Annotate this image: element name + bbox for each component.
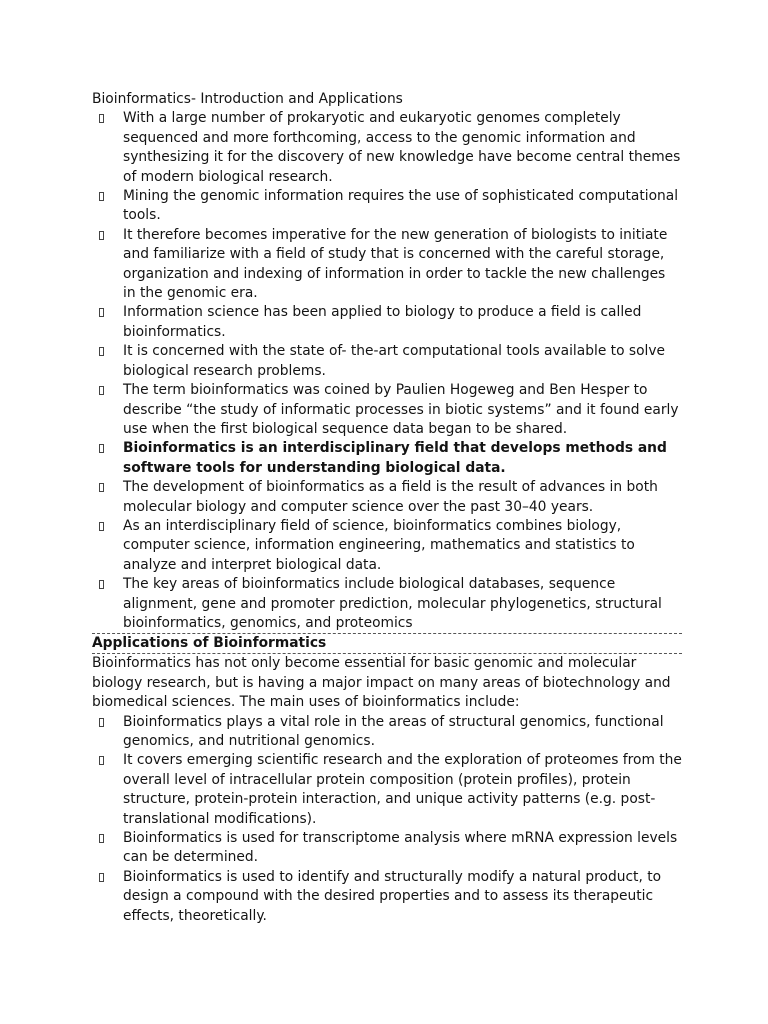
bullet-icon <box>99 580 104 589</box>
bullet-icon <box>99 483 104 492</box>
list-item <box>92 478 682 517</box>
list-item <box>92 381 682 439</box>
list-item <box>92 868 682 926</box>
list-item-text: It is concerned with the state of- the-art computational tools available to solve biological research problems. <box>123 343 666 379</box>
list-item-text: Bioinformatics is used for transcriptome analysis where mRNA expression levels can be determined. <box>123 830 678 866</box>
list-item-text: It therefore becomes imperative for the new generation of biologists to initiate and familiarize with a field of study that is concerned with the careful storage, organization and indexing of information in order to tackle the new challenges in the genomic era. <box>123 226 668 302</box>
list-item-bold <box>92 439 682 478</box>
list-item-text: With a large number of prokaryotic and eukaryotic genomes completely sequenced and more forthcoming, access to the genomic information and synthesizing it for the discovery of new knowledge have become central themes of modern biological research. <box>123 110 681 185</box>
list-item <box>92 109 682 187</box>
list-item-text: Information science has been applied to biology to produce a field is called bioinformatics. <box>123 304 642 340</box>
bullet-icon <box>99 522 104 531</box>
list-item-text: It covers emerging scientific research and the exploration of proteomes from the overall level of intracellular protein composition (protein profiles), protein structure, protein-protein interaction, and unique activity patterns (e.g. post-translational modifications). <box>123 752 682 827</box>
list-item-text: As an interdisciplinary field of science, bioinformatics combines biology, computer science, information engineering, mathematics and statistics to analyze and interpret biological data. <box>123 517 635 573</box>
list-item <box>92 829 682 868</box>
document-page <box>92 90 682 926</box>
list-item <box>92 751 682 829</box>
list-item-text: Bioinformatics is used to identify and structurally modify a natural product, to design a compound with the desired properties and to assess its therapeutic effects, theoretically. <box>123 868 662 924</box>
bullet-icon <box>99 756 104 765</box>
bullet-icon <box>99 718 104 727</box>
list-item <box>92 517 682 575</box>
list-item-text: The key areas of bioinformatics include biological databases, sequence alignment, gene and promoter prediction, molecular phylogenetics, structural bioinformatics, genomics, and proteomics <box>123 576 662 631</box>
applications-intro-paragraph: Bioinformatics has not only become essential for basic genomic and molecular biology research, but is having a major impact on many areas of biotechnology and biomedical sciences. The main uses of bioinformatics include: <box>92 655 671 711</box>
list-item <box>92 303 682 342</box>
list-item-text: Bioinformatics is an interdisciplinary field that develops methods and software tools for understanding biological data. <box>123 440 667 476</box>
list-item <box>92 226 682 304</box>
bullet-icon <box>99 873 104 882</box>
list-item <box>92 575 682 633</box>
list-item-text: Bioinformatics plays a vital role in the areas of structural genomics, functional genomics, and nutritional genomics. <box>123 713 664 749</box>
bullet-icon <box>99 192 104 201</box>
bullet-icon <box>99 231 104 240</box>
applications-bullet-list <box>92 713 682 926</box>
section-heading-applications: Applications of Bioinformatics <box>92 633 682 654</box>
bullet-icon <box>99 308 104 317</box>
intro-bullet-list <box>92 109 682 633</box>
bullet-icon <box>99 347 104 356</box>
bullet-icon <box>99 834 104 843</box>
list-item <box>92 187 682 226</box>
list-item-text: Mining the genomic information requires the use of sophisticated computational tools. <box>123 188 679 224</box>
document-title: Bioinformatics- Introduction and Applications <box>92 91 403 107</box>
list-item <box>92 713 682 752</box>
bullet-icon <box>99 444 104 453</box>
list-item-text: The development of bioinformatics as a field is the result of advances in both molecular biology and computer science over the past 30–40 years. <box>123 479 658 515</box>
bullet-icon <box>99 114 104 123</box>
list-item-text: The term bioinformatics was coined by Paulien Hogeweg and Ben Hesper to describe “the study of informatic processes in biotic systems” and it found early use when the first biological sequence data began to be shared. <box>123 382 679 437</box>
bullet-icon <box>99 386 104 395</box>
list-item <box>92 342 682 381</box>
